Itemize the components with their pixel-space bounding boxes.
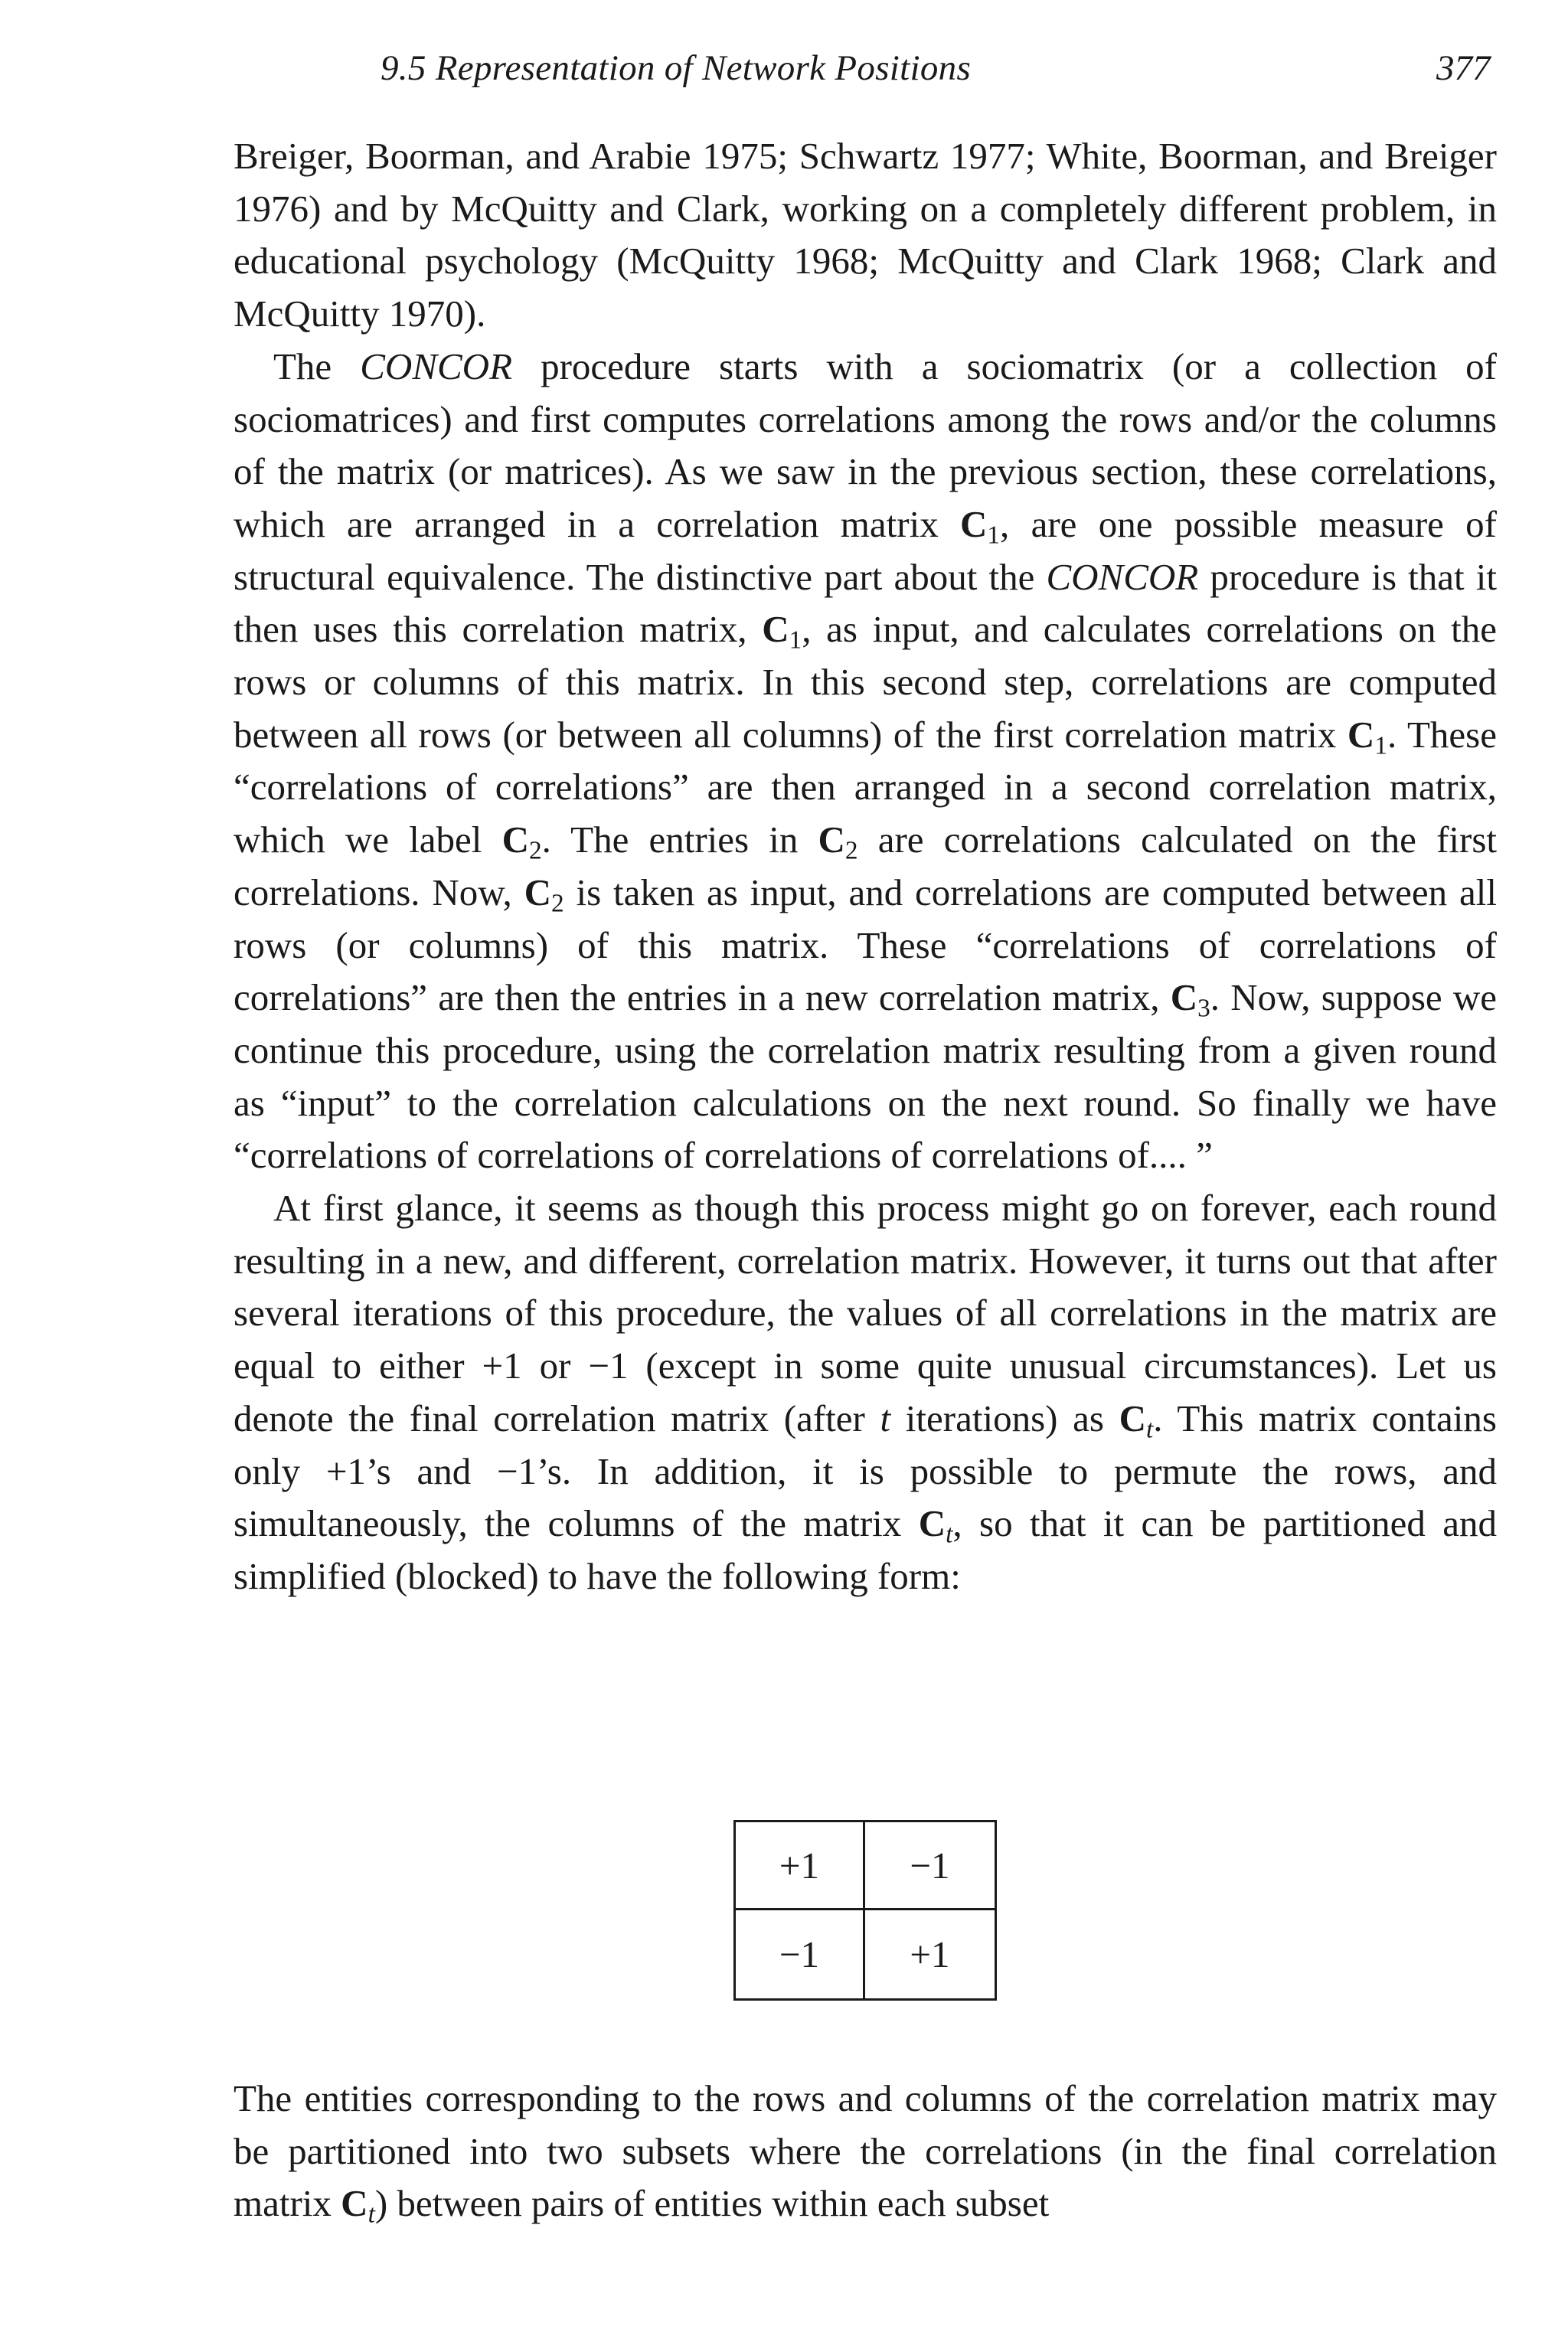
concor-term: CONCOR xyxy=(360,345,513,387)
matrix-symbol: C xyxy=(1119,1397,1147,1439)
concor-term: CONCOR xyxy=(1046,555,1199,598)
matrix-symbol: C xyxy=(1347,713,1375,756)
matrix-symbol: C xyxy=(818,818,845,861)
matrix-symbol: C xyxy=(1170,976,1198,1019)
page-number: 377 xyxy=(1436,48,1491,88)
paragraph-1: Breiger, Boorman, and Arabie 1975; Schwartz 1977; White, Boorman, and Breiger 1976) and by McQuitty and Clark, working on a completely different problem, in educational psychology (McQuitty 1968; McQuitty and Clark 1968; Clark and McQuitty 1970). xyxy=(234,135,1497,335)
matrix-symbol: C xyxy=(762,608,789,651)
running-head: 9.5 Representation of Network Positions xyxy=(381,48,972,88)
body-text-continued xyxy=(234,2073,1497,2230)
variable-t: t xyxy=(880,1397,891,1439)
matrix-cell-1-1: +1 xyxy=(736,1822,865,1910)
matrix-symbol: C xyxy=(341,2182,368,2225)
matrix-symbol: C xyxy=(524,871,551,913)
matrix-cell-2-2: +1 xyxy=(910,1933,950,1975)
matrix-symbol: C xyxy=(918,1502,946,1545)
blocked-matrix xyxy=(733,1820,997,2001)
matrix-cell-2-1: −1 xyxy=(736,1910,865,1998)
matrix-symbol: C xyxy=(501,818,529,861)
paragraph-3: At first glance, it seems as though this process might go on forever, each round resulting in a new, and different, correlation matrix. However, it turns out that after several iterations of this procedure, the values of all correlations in the matrix are equal to either +1 or −1 (except in some quite unusual circumstances). Let us denote the final correlation matrix (after t iterations) as $C_t$. This matrix contains only +1’s and −1’s. In addition, it is possible to permute the rows, and simultaneously, the columns of the matrix $C_t$, so that it can be partitioned and simplified (blocked) to have the following form: xyxy=(234,1187,1497,1597)
body-text xyxy=(234,130,1497,1603)
paragraph-4: The entities corresponding to the rows and columns of the correlation matrix may be partitioned into two subsets where the correlations (in the final correlation matrix $C_t$) between pairs of entities within each subset xyxy=(234,2077,1497,2229)
matrix-symbol: C xyxy=(960,502,988,545)
matrix-cell-1-2: −1 xyxy=(865,1822,995,1910)
paragraph-2: The CONCOR procedure starts with a sociomatrix (or a collection of sociomatrices) and first computes correlations among the rows and/or the columns of the matrix (or matrices). As we saw in the previous section, these correlations, which are arranged in a correlation matrix $C_1$, are one possible measure of structural equivalence. The distinctive part about the CONCOR procedure is that it then uses this correlation matrix, $C_1$, as input, and calculates correlations on the rows or columns of this matrix. In this second step, correlations are computed between all rows (or between all columns) of the first correlation matrix $C_1$. These “correlations of correlations” are then arranged in a second correlation matrix, which we label $C_2$. The entries in $C_2$ are correlations calculated on the first correlations. Now, $C_2$ is taken as input, and correlations are computed between all rows (or columns) of this matrix. These “correlations of correlations of correlations” are then the entries in a new correlation matrix, $C_3$. Now, suppose we continue this procedure, using the correlation matrix resulting from a given round as “input” to the correlation calculations on the next round. So finally we have “correlations of correlations of correlations of correlations of.... ” xyxy=(234,345,1498,1177)
